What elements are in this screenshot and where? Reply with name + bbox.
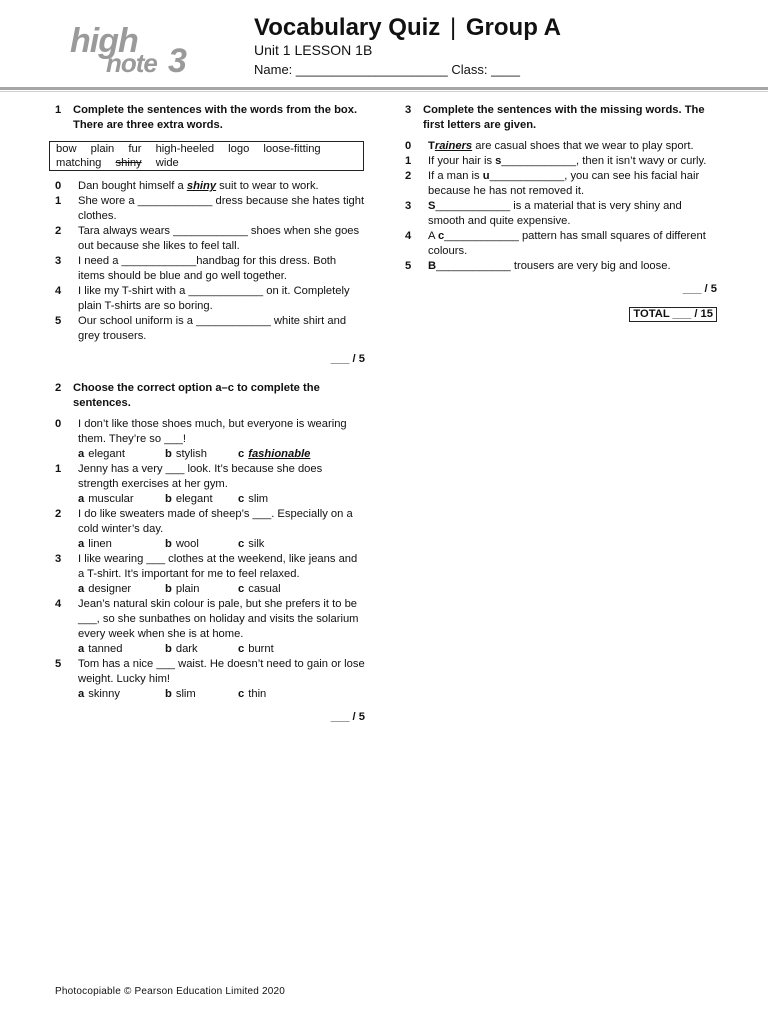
word: plain xyxy=(90,143,115,155)
option-c: c slim xyxy=(238,493,269,505)
title-separator: | xyxy=(449,14,457,41)
word: logo xyxy=(228,143,250,155)
first-letter: B xyxy=(428,260,437,272)
item-text: If your hair is s____________, then it isn’t wavy or curly. xyxy=(428,155,707,167)
word: high-heeled xyxy=(155,143,215,155)
option-c: c casual xyxy=(238,583,281,595)
item-text xyxy=(428,139,717,154)
item-number: 1 xyxy=(405,155,412,167)
option-b: b elegant xyxy=(165,493,213,505)
word-box xyxy=(49,141,364,171)
logo-word-note: note xyxy=(106,48,157,78)
right-column xyxy=(405,103,717,322)
logo-word-high: high xyxy=(70,22,138,60)
item-number: 5 xyxy=(55,315,62,327)
option-a: a linen xyxy=(78,538,112,550)
text-after: are casual shoes that we wear to play sport. xyxy=(472,140,694,152)
item-text: I don’t like those shoes much, but everyone is wearing them. They’re so ___! xyxy=(78,418,347,445)
item-number: 4 xyxy=(405,230,412,242)
section-1-instruction xyxy=(55,103,365,133)
item-text: S____________ is a material that is very shiny and smooth and quite expensive. xyxy=(428,200,682,227)
item-number: 1 xyxy=(55,463,62,475)
item-number: 0 xyxy=(55,180,62,192)
section-number: 1 xyxy=(55,104,62,116)
item-text: I like wearing ___ clothes at the weekend, like jeans and a T-shirt. It’s important for me to feel relaxed. xyxy=(78,553,358,580)
instruction-text: Complete the sentences with the missing words. The first letters are given. xyxy=(423,104,705,131)
mc-question xyxy=(55,462,365,507)
option-b: b dark xyxy=(165,643,198,655)
item-text: Jean’s natural skin colour is pale, but she prefers it to be ___, so she sunbathes on holiday and visits the solarium every week when she is at home. xyxy=(78,598,359,640)
question-item xyxy=(405,169,717,199)
question-item xyxy=(405,199,717,229)
question-item xyxy=(55,314,365,344)
item-text: I need a ____________handbag for this dress. Both items should be blue and go well together. xyxy=(78,255,337,282)
first-letter: s xyxy=(495,155,502,167)
header-divider xyxy=(0,87,768,90)
option-a: a skinny xyxy=(78,688,120,700)
item-text xyxy=(78,179,365,194)
question-item xyxy=(55,284,365,314)
item-text: Tom has a nice ___ waist. He doesn’t need to gain or lose weight. Lucky him! xyxy=(78,658,365,685)
option-a: a muscular xyxy=(78,493,134,505)
question-item xyxy=(405,259,717,274)
item-text: If a man is u____________, you can see his facial hair because he has not removed it. xyxy=(428,170,700,197)
item-text: She wore a ____________ dress because she hates tight clothes. xyxy=(78,195,365,222)
option-a: a designer xyxy=(78,583,132,595)
section-3-instruction xyxy=(405,103,717,133)
logo-number: 3 xyxy=(168,42,187,80)
first-letter: S xyxy=(428,200,436,212)
instruction-text: Choose the correct option a–c to complete the sentences. xyxy=(73,382,320,409)
title-left: Vocabulary Quiz xyxy=(254,14,441,41)
word: loose-fitting xyxy=(263,143,321,155)
mc-question xyxy=(55,507,365,552)
item-number: 5 xyxy=(55,658,62,670)
item-text: Our school uniform is a ____________ white shirt and grey trousers. xyxy=(78,315,347,342)
item-number: 2 xyxy=(55,225,62,237)
word: bow xyxy=(56,143,77,155)
option-c: c burnt xyxy=(238,643,274,655)
item-number: 3 xyxy=(55,255,62,267)
option-b: b wool xyxy=(165,538,199,550)
option-a: a elegant xyxy=(78,448,125,460)
item-text: B____________ trousers are very big and loose. xyxy=(428,260,671,272)
first-letter: c xyxy=(437,230,445,242)
page-title xyxy=(254,14,561,42)
example-item xyxy=(55,179,365,194)
option-c: c thin xyxy=(238,688,267,700)
item-text: A c____________ pattern has small squares of different colours. xyxy=(428,230,706,257)
word-crossed-out: shiny xyxy=(115,157,142,169)
item-number: 2 xyxy=(405,170,412,182)
option-c-answer: c fashionable xyxy=(238,448,311,460)
mc-question xyxy=(55,597,365,657)
text-after: suit to wear to work. xyxy=(216,180,319,192)
example-answer: shiny xyxy=(186,180,217,192)
question-item xyxy=(405,154,717,169)
option-a: a tanned xyxy=(78,643,123,655)
header-divider-thin xyxy=(0,91,768,92)
item-text: Jenny has a very ___ look. It’s because she does strength exercises at her gym. xyxy=(78,463,323,490)
instruction-text: Complete the sentences with the words from the box. There are three extra words. xyxy=(73,104,358,131)
section-2-score: ___ / 5 xyxy=(330,711,365,723)
first-letter: T xyxy=(428,140,435,152)
option-b: b plain xyxy=(165,583,200,595)
example-item xyxy=(405,139,717,154)
item-number: 4 xyxy=(55,285,62,297)
option-b: b slim xyxy=(165,688,196,700)
section-3-score: ___ / 5 xyxy=(682,283,717,295)
lesson-subtitle: Unit 1 LESSON 1B xyxy=(254,42,373,58)
example-answer: rainers xyxy=(434,140,473,152)
item-number: 1 xyxy=(55,195,62,207)
text-before: Dan bought himself a xyxy=(78,180,187,192)
word: wide xyxy=(155,157,179,169)
section-2-instruction xyxy=(55,381,365,411)
option-c: c silk xyxy=(238,538,265,550)
question-item xyxy=(55,254,365,284)
total-score-wrap xyxy=(405,307,717,322)
total-score-box: TOTAL ___ / 15 xyxy=(629,307,717,322)
left-column xyxy=(55,103,365,725)
word: matching xyxy=(56,157,102,169)
word: fur xyxy=(128,143,142,155)
item-text: I do like sweaters made of sheep’s ___. Especially on a cold winter’s day. xyxy=(78,508,353,535)
first-letter: u xyxy=(482,170,490,182)
item-number: 2 xyxy=(55,508,62,520)
item-number: 3 xyxy=(55,553,62,565)
item-number: 4 xyxy=(55,598,62,610)
item-text: Tara always wears ____________ shoes when she goes out because she likes to feel tall. xyxy=(78,225,360,252)
section-number: 3 xyxy=(405,104,412,116)
item-number: 3 xyxy=(405,200,412,212)
item-number: 0 xyxy=(55,418,62,430)
question-item xyxy=(405,229,717,259)
section-1-score: ___ / 5 xyxy=(330,353,365,365)
mc-question xyxy=(55,552,365,597)
high-note-logo xyxy=(70,22,200,80)
question-item xyxy=(55,224,365,254)
mc-question xyxy=(55,417,365,462)
mc-question xyxy=(55,657,365,702)
item-number: 0 xyxy=(405,140,412,152)
section-number: 2 xyxy=(55,382,62,394)
item-number: 5 xyxy=(405,260,412,272)
name-class-line: Name: _____________________ Class: ____ xyxy=(254,62,520,77)
question-item xyxy=(55,194,365,224)
title-right: Group A xyxy=(465,14,561,41)
copyright-footer: Photocopiable © Pearson Education Limited 2020 xyxy=(55,986,286,997)
option-b: b stylish xyxy=(165,448,207,460)
item-text: I like my T-shirt with a ____________ on it. Completely plain T-shirts are so boring. xyxy=(78,285,350,312)
